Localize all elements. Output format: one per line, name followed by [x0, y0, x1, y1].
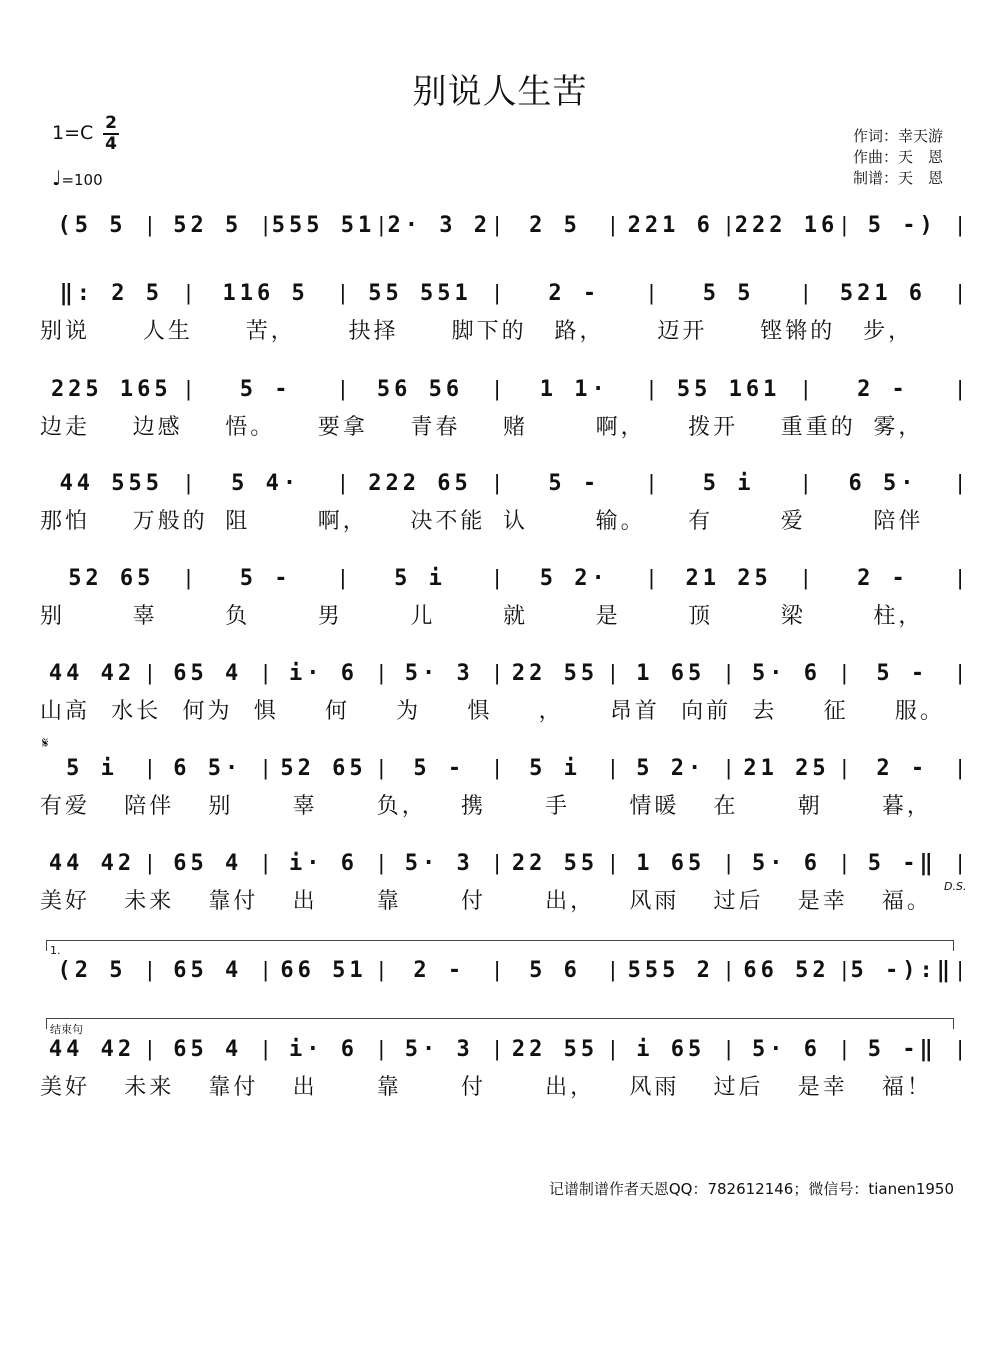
- lyric-word: ，: [538, 698, 564, 724]
- volta-label: 1.: [50, 944, 61, 957]
- measure: 44 42: [48, 1036, 136, 1062]
- measure: 22 55: [511, 850, 599, 876]
- lyric-word: 出，: [545, 888, 596, 914]
- measure: 5 i: [702, 470, 755, 496]
- lyric-word: 迈开: [657, 318, 708, 344]
- measure: 5· 3: [404, 660, 474, 686]
- measure: 2 -: [413, 957, 466, 983]
- notation-row: [38, 208, 964, 242]
- measure: 52 65: [280, 755, 367, 781]
- lyric-word: 暮，: [881, 793, 932, 819]
- measure: 5 2·: [539, 565, 609, 591]
- lyric-word: 人生: [142, 318, 193, 344]
- measure: 5 -‖: [867, 1036, 937, 1062]
- lyrics-row: [38, 789, 964, 819]
- credit-notation: 制谱：天 恩: [853, 169, 944, 187]
- lyric-word: 靠付: [208, 1074, 259, 1100]
- time-signature: [101, 114, 121, 154]
- lyric-word: 那怕: [40, 508, 91, 534]
- measure: 5 2·: [636, 755, 706, 781]
- lyric-word: 别说: [40, 318, 91, 344]
- lyric-word: 阻: [225, 508, 251, 534]
- barline: |: [378, 957, 385, 982]
- volta-bracket: [46, 940, 954, 951]
- barline: |: [494, 470, 500, 495]
- measure: 5 -): [867, 212, 937, 238]
- lyric-word: 过后: [713, 1074, 764, 1100]
- measure: 5 6: [529, 957, 581, 983]
- lyric-word: 为: [396, 698, 422, 724]
- barline: |: [610, 850, 616, 875]
- barline: |: [262, 755, 269, 780]
- lyric-word: 有: [688, 508, 714, 534]
- measure: 555 2: [627, 957, 714, 983]
- measure: 5 i: [66, 755, 118, 781]
- measure: 66 51: [280, 957, 367, 983]
- lyric-word: 是幸: [797, 888, 848, 914]
- barline: |: [339, 280, 346, 305]
- lyric-word: 靠付: [208, 888, 259, 914]
- measure: 21 25: [685, 565, 772, 591]
- barline: |: [147, 660, 153, 685]
- lyrics-row: [38, 504, 964, 534]
- barline: |: [262, 1036, 269, 1061]
- measure: 5· 3: [404, 850, 474, 876]
- lyric-word: 认: [502, 508, 528, 534]
- measure: 44 555: [59, 470, 164, 496]
- lyric-word: 边走: [40, 414, 91, 440]
- lyric-word: 过后: [713, 888, 764, 914]
- barline: |: [610, 660, 616, 685]
- measure: 5 i: [394, 565, 446, 591]
- lyric-word: 输。: [595, 508, 646, 534]
- lyric-word: 何为: [182, 698, 233, 724]
- lyrics-row: [38, 314, 964, 344]
- barline: |: [494, 565, 500, 590]
- measure: (5 5: [57, 212, 127, 238]
- notation-row: [38, 466, 964, 500]
- barline: |: [494, 280, 500, 305]
- lyric-word: 付: [460, 1074, 486, 1100]
- lyric-word: 昂首: [609, 698, 660, 724]
- lyric-word: 要拿: [317, 414, 368, 440]
- barline: |: [957, 957, 963, 982]
- notation-row: [38, 561, 964, 595]
- barline: |: [957, 850, 963, 875]
- notation-row: [38, 276, 964, 310]
- lyric-word: 抉择: [348, 318, 399, 344]
- barline: |: [802, 565, 809, 590]
- credit-lyricist: 作词：幸天游: [853, 127, 944, 145]
- credits: [853, 126, 943, 189]
- lyric-word: 风雨: [629, 888, 680, 914]
- lyric-word: 辜: [292, 793, 318, 819]
- barline: |: [610, 755, 616, 780]
- lyric-word: 出，: [545, 1074, 596, 1100]
- barline: |: [494, 660, 500, 685]
- barline: |: [648, 470, 655, 495]
- measure: 65 4: [173, 850, 243, 876]
- lyric-word: 路，: [554, 318, 605, 344]
- lyric-word: 靠: [376, 888, 402, 914]
- measure: 6 5·: [173, 755, 243, 781]
- lyric-word: 雾，: [873, 414, 924, 440]
- lyric-word: 拨开: [688, 414, 739, 440]
- measure: 5 4·: [231, 470, 301, 496]
- lyric-word: 铿锵的: [760, 318, 836, 344]
- barline: |: [725, 755, 732, 780]
- measure: i· 6: [289, 660, 358, 686]
- measure: 2 5: [529, 212, 581, 238]
- barline: |: [378, 755, 385, 780]
- barline: |: [725, 660, 732, 685]
- barline: |: [725, 957, 732, 982]
- barline: |: [957, 1036, 963, 1061]
- lyric-word: 柱，: [873, 603, 924, 629]
- barline: |: [957, 376, 963, 401]
- lyric-word: 悟。: [225, 414, 276, 440]
- lyric-word: 赌: [502, 414, 528, 440]
- lyric-word: 顶: [688, 603, 714, 629]
- barline: |: [339, 565, 346, 590]
- barline: |: [378, 1036, 385, 1061]
- barline: |: [339, 470, 346, 495]
- barline: |: [494, 755, 500, 780]
- barline: |: [841, 212, 848, 237]
- barline: |: [841, 755, 848, 780]
- lyrics-row: [38, 246, 964, 276]
- barline: |: [725, 1036, 732, 1061]
- lyric-word: 美好: [40, 1074, 91, 1100]
- lyric-word: 去: [752, 698, 778, 724]
- measure: 22 55: [511, 1036, 599, 1062]
- ending-bracket: [46, 1018, 954, 1029]
- lyrics-row: [38, 991, 964, 1021]
- lyric-word: 爱: [780, 508, 806, 534]
- barline: |: [262, 660, 269, 685]
- barline: |: [841, 1036, 848, 1061]
- credit-composer: 作曲：天 恩: [853, 148, 944, 166]
- barline: |: [262, 957, 269, 982]
- barline: |: [957, 280, 963, 305]
- barline: |: [957, 755, 963, 780]
- lyric-word: 脚下的: [451, 318, 527, 344]
- lyric-word: 啊，: [317, 508, 368, 534]
- ds-marker: D.S.: [944, 880, 967, 893]
- barline: |: [802, 280, 809, 305]
- measure: i· 6: [289, 1036, 358, 1062]
- barline: |: [841, 957, 848, 982]
- lyric-word: 负，: [376, 793, 427, 819]
- lyric-word: 服。: [894, 698, 945, 724]
- lyric-word: 儿: [410, 603, 436, 629]
- measure: 555 51: [271, 212, 376, 238]
- lyrics-row: [38, 694, 964, 724]
- barline: |: [378, 212, 385, 237]
- lyrics-row: [38, 410, 964, 440]
- lyric-word: 青春: [410, 414, 461, 440]
- measure: 21 25: [743, 755, 830, 781]
- measure: ‖: 2 5: [59, 280, 164, 306]
- barline: |: [185, 376, 192, 401]
- barline: |: [494, 376, 500, 401]
- segno-icon: 𝄋: [42, 734, 49, 752]
- barline: |: [802, 376, 809, 401]
- measure: 6 5·: [848, 470, 918, 496]
- measure: 2 -: [548, 280, 601, 306]
- measure: 1 1·: [539, 376, 609, 402]
- lyric-word: 征: [823, 698, 849, 724]
- barline: |: [725, 850, 732, 875]
- measure: 2 -: [857, 565, 909, 591]
- measure: 5 -: [239, 376, 292, 402]
- quarter-note-icon: ♩: [52, 166, 62, 190]
- notation-row: [38, 1032, 964, 1066]
- lyric-word: 风雨: [629, 1074, 680, 1100]
- notation-row: [38, 751, 964, 785]
- measure: 5 i: [529, 755, 581, 781]
- measure: 5 -):‖: [850, 957, 954, 983]
- measure: 5 -‖: [867, 850, 937, 876]
- barline: |: [610, 1036, 616, 1061]
- lyric-word: 惧: [253, 698, 279, 724]
- barline: |: [185, 565, 192, 590]
- measure: i 65: [636, 1036, 706, 1062]
- lyric-word: 向前: [681, 698, 732, 724]
- measure: 65 4: [173, 957, 243, 983]
- lyric-word: 靠: [376, 1074, 402, 1100]
- lyric-word: 负: [225, 603, 251, 629]
- lyric-word: 出: [292, 888, 318, 914]
- measure: 5 -: [876, 660, 929, 686]
- lyric-word: 别: [208, 793, 234, 819]
- measure: 5· 6: [752, 1036, 821, 1062]
- lyric-word: 苦，: [245, 318, 296, 344]
- measure: 2 -: [857, 376, 909, 402]
- lyric-word: 陪伴: [124, 793, 175, 819]
- barline: |: [147, 850, 153, 875]
- barline: |: [494, 850, 500, 875]
- measure: 2· 3 2: [387, 212, 491, 238]
- barline: |: [339, 376, 346, 401]
- barline: |: [841, 850, 848, 875]
- measure: 116 5: [222, 280, 309, 306]
- time-signature-bottom: 4: [105, 134, 117, 154]
- measure: 5· 6: [752, 660, 821, 686]
- barline: |: [957, 660, 963, 685]
- lyric-word: 别: [40, 603, 66, 629]
- lyric-word: 陪伴: [873, 508, 924, 534]
- barline: |: [262, 850, 269, 875]
- measure: 65 4: [173, 660, 243, 686]
- barline: |: [610, 212, 616, 237]
- lyric-word: 就: [502, 603, 528, 629]
- measure: 55 551: [368, 280, 472, 306]
- measure: 5 5: [702, 280, 755, 306]
- measure: 1 65: [636, 660, 706, 686]
- barline: |: [957, 470, 963, 495]
- time-signature-top: 2: [105, 113, 117, 133]
- lyrics-row: [38, 1070, 964, 1100]
- lyric-word: 梁: [780, 603, 806, 629]
- barline: |: [147, 1036, 153, 1061]
- lyric-word: 啊，: [595, 414, 646, 440]
- lyric-word: 山高: [40, 698, 91, 724]
- lyric-word: 何: [324, 698, 350, 724]
- song-title: 别说人生苦: [412, 72, 588, 112]
- barline: |: [648, 280, 655, 305]
- lyric-word: 未来: [124, 1074, 175, 1100]
- lyric-word: 是: [595, 603, 621, 629]
- measure: 225 165: [50, 376, 172, 402]
- measure: 65 4: [173, 1036, 243, 1062]
- measure: i· 6: [289, 850, 358, 876]
- measure: 1 65: [636, 850, 706, 876]
- barline: |: [262, 212, 269, 237]
- barline: |: [648, 565, 655, 590]
- notation-row: [38, 372, 964, 406]
- lyric-word: 福！: [881, 1074, 932, 1100]
- tempo-mark: [52, 166, 103, 190]
- measure: 52 65: [68, 565, 155, 591]
- barline: |: [147, 755, 153, 780]
- measure: 56 56: [376, 376, 464, 402]
- barline: |: [185, 280, 192, 305]
- lyric-word: 有爱: [40, 793, 91, 819]
- barline: |: [610, 957, 616, 982]
- measure: 44 42: [48, 660, 136, 686]
- barline: |: [147, 212, 153, 237]
- measure: 221 6: [627, 212, 714, 238]
- lyric-word: 美好: [40, 888, 91, 914]
- barline: |: [494, 957, 500, 982]
- measure: 222 65: [368, 470, 472, 496]
- measure: 2 -: [876, 755, 929, 781]
- notation-row: [38, 656, 964, 690]
- lyric-word: 情暖: [629, 793, 680, 819]
- barline: |: [494, 212, 500, 237]
- measure: 5 -: [548, 470, 601, 496]
- barline: |: [957, 212, 963, 237]
- lyric-word: 重重的: [780, 414, 856, 440]
- lyric-word: 万般的: [132, 508, 208, 534]
- lyric-word: 惧: [467, 698, 493, 724]
- measure: 5· 6: [752, 850, 821, 876]
- barline: |: [841, 660, 848, 685]
- lyrics-row: [38, 884, 964, 914]
- barline: |: [648, 376, 655, 401]
- measure: 521 6: [839, 280, 927, 306]
- measure: 5 -: [413, 755, 466, 781]
- ending-label: 结束句: [50, 1023, 83, 1036]
- lyric-word: 福。: [881, 888, 932, 914]
- barline: |: [185, 470, 192, 495]
- measure: (2 5: [57, 957, 127, 983]
- barline: |: [494, 1036, 500, 1061]
- lyric-word: 步，: [863, 318, 914, 344]
- measure: 222 16: [734, 212, 839, 238]
- lyric-word: 男: [317, 603, 343, 629]
- barline: |: [957, 565, 963, 590]
- lyric-word: 水长: [111, 698, 162, 724]
- lyric-word: 辜: [132, 603, 158, 629]
- barline: |: [802, 470, 809, 495]
- barline: |: [725, 212, 732, 237]
- lyric-word: 未来: [124, 888, 175, 914]
- measure: 5 -: [239, 565, 292, 591]
- lyric-word: 付: [460, 888, 486, 914]
- key-signature: 1=C: [52, 122, 94, 144]
- lyric-word: 携: [460, 793, 486, 819]
- lyric-word: 决不能: [410, 508, 486, 534]
- measure: 52 5: [173, 212, 243, 238]
- lyrics-row: [38, 599, 964, 629]
- tempo-value: =100: [61, 171, 103, 189]
- notation-row: [38, 953, 964, 987]
- barline: |: [378, 850, 385, 875]
- lyric-word: 出: [292, 1074, 318, 1100]
- notation-row: [38, 846, 964, 880]
- lyric-word: 边感: [132, 414, 183, 440]
- barline: |: [147, 957, 153, 982]
- footer-contact: 记谱制谱作者天恩QQ：782612146；微信号：tianen1950: [548, 1180, 954, 1198]
- measure: 66 52: [743, 957, 830, 983]
- lyric-word: 是幸: [797, 1074, 848, 1100]
- barline: |: [378, 660, 385, 685]
- measure: 5· 3: [404, 1036, 474, 1062]
- measure: 22 55: [511, 660, 599, 686]
- lyric-word: 手: [545, 793, 571, 819]
- measure: 44 42: [48, 850, 136, 876]
- measure: 55 161: [676, 376, 781, 402]
- lyric-word: 在: [713, 793, 739, 819]
- lyric-word: 朝: [797, 793, 823, 819]
